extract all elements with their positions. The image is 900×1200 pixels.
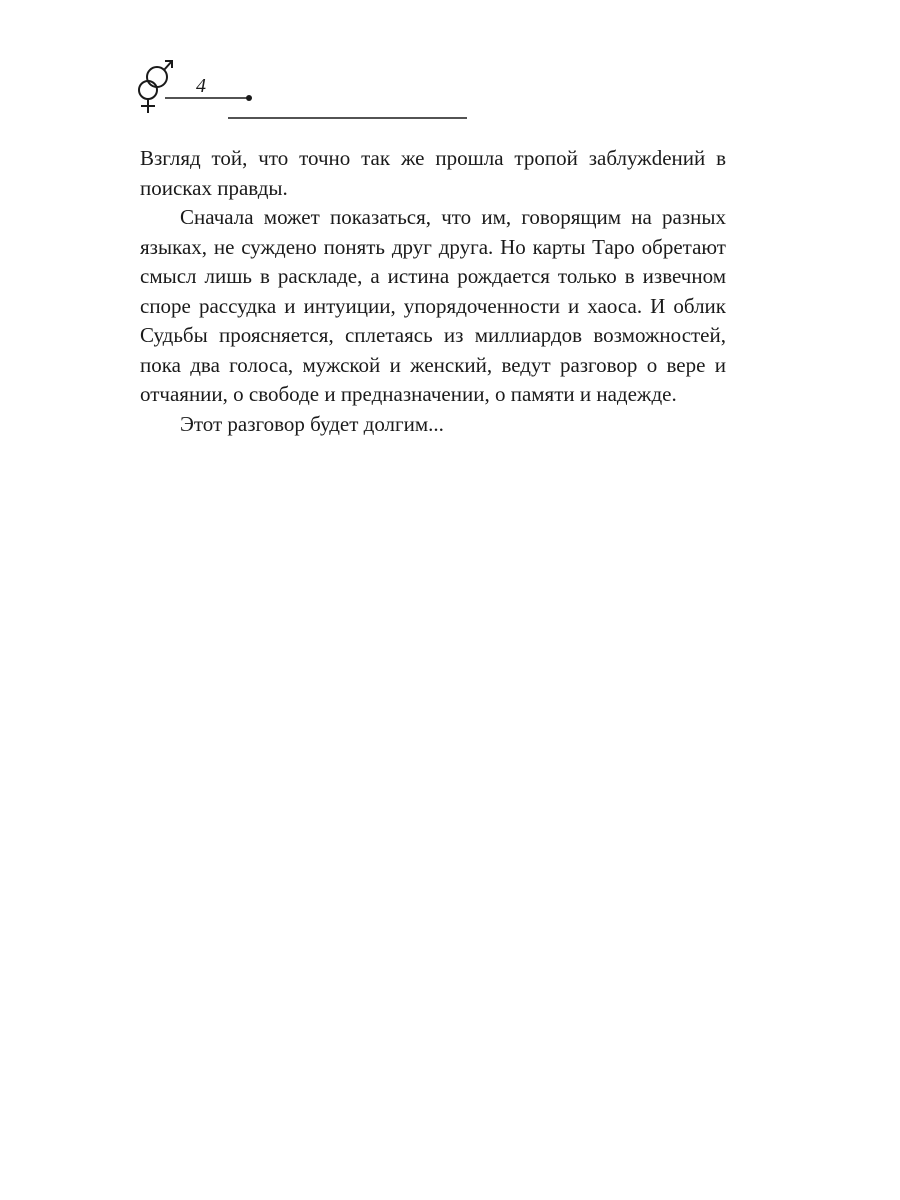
page-number: 4 <box>196 75 206 97</box>
paragraph-2: Сначала может показаться, что им, говорящим на разных языках, не суждено понять друг друга. Но карты Таро обретают смысл лишь в раскладе, а истина рождается только в извечном споре рассудка и интуиции, упорядоченности и хаоса. И облик Судьбы проясняется, сплетаясь из миллиардов возможностей, пока два голоса, мужской и женский, ведут разговор о вере и отчаянии, о свободе и предназначении, о памяти и надежде. <box>140 205 726 406</box>
paragraph-1: Взгляд той, что точно так же прошла тропой заблужdений в поисках правды. <box>140 146 726 200</box>
body-text <box>140 144 726 439</box>
paragraph-3: Этот разговор будет долгим... <box>180 411 444 436</box>
page-header <box>0 0 900 130</box>
male-female-symbols-icon <box>0 0 900 130</box>
